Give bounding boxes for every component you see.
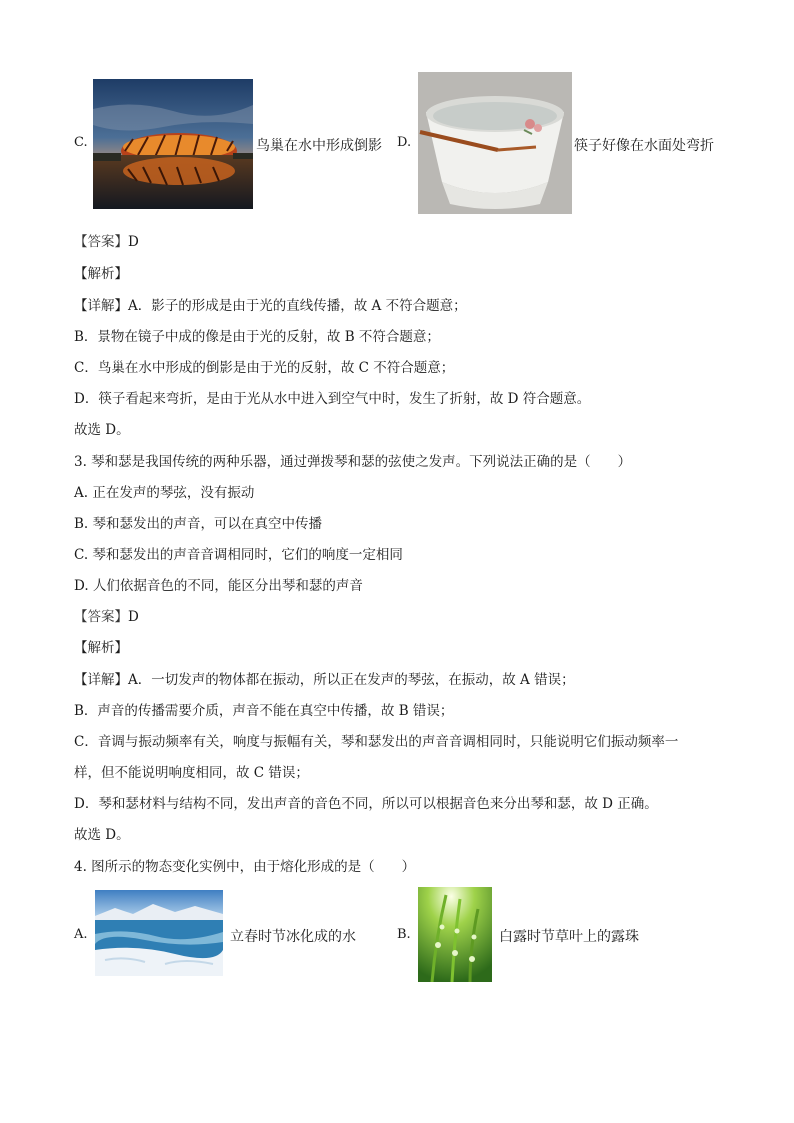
question-3-analysis-line-5: D．琴和瑟材料与结构不同，发出声音的音色不同，所以可以根据音色来分出琴和瑟，故 D 正确。 bbox=[74, 796, 658, 812]
answer-label: 【答案】 bbox=[74, 609, 128, 625]
question-3-stem: 3. 琴和瑟是我国传统的两种乐器，通过弹拨琴和瑟的弦使之发声。下列说法正确的是（ ） bbox=[74, 454, 632, 470]
answer-line bbox=[74, 232, 139, 252]
question-3-answer-line bbox=[74, 607, 139, 627]
question-3-analysis-line-4: 样，但不能说明响度相同，故 C 错误； bbox=[74, 765, 309, 781]
question-3-option-a: A. 正在发声的琴弦，没有振动 bbox=[74, 485, 255, 501]
question-4-stem: 4. 图所示的物态变化实例中，由于熔化形成的是（ ） bbox=[74, 859, 416, 875]
question-3-analysis-line-3: C．音调与振动频率有关，响度与振幅有关，琴和瑟发出的声音音调相同时，只能说明它们振动频率一 bbox=[74, 734, 679, 750]
answer-value: D bbox=[128, 609, 139, 625]
option-c-caption: 鸟巢在水中形成倒影 bbox=[256, 138, 382, 154]
analysis-line-2: B．景物在镜子中成的像是由于光的反射，故 B 不符合题意； bbox=[74, 329, 440, 345]
option-c-letter: C. bbox=[74, 135, 88, 150]
answer-label: 【答案】 bbox=[74, 234, 128, 250]
question-3-analysis-line-2: B．声音的传播需要介质，声音不能在真空中传播，故 B 错误； bbox=[74, 703, 454, 719]
analysis-line-1: 【详解】A．影子的形成是由于光的直线传播，故 A 不符合题意； bbox=[74, 298, 467, 314]
question-3-analysis-label: 【解析】 bbox=[74, 640, 128, 656]
question-3-analysis-line-1: 【详解】A．一切发声的物体都在振动，所以正在发声的琴弦，在振动，故 A 错误； bbox=[74, 672, 575, 688]
option-b-caption: 白露时节草叶上的露珠 bbox=[499, 929, 639, 945]
detail-label: 【详解】 bbox=[74, 298, 128, 314]
analysis-line-4: D．筷子看起来弯折，是由于光从水中进入到空气中时，发生了折射，故 D 符合题意。 bbox=[74, 391, 591, 407]
question-3-option-c: C. 琴和瑟发出的声音音调相同时，它们的响度一定相同 bbox=[74, 547, 403, 563]
option-d-letter: D. bbox=[397, 135, 412, 150]
melting-ice-image bbox=[95, 890, 223, 976]
option-a-caption: 立春时节冰化成的水 bbox=[230, 929, 356, 945]
option-a-letter: A. bbox=[74, 927, 88, 942]
analysis-label: 【解析】 bbox=[74, 266, 128, 282]
question-3-conclusion: 故选 D。 bbox=[74, 827, 130, 843]
option-b-letter: B. bbox=[397, 927, 411, 942]
analysis-conclusion: 故选 D。 bbox=[74, 422, 130, 438]
dew-on-grass-image bbox=[418, 887, 492, 982]
question-3-option-d: D. 人们依据音色的不同，能区分出琴和瑟的声音 bbox=[74, 578, 363, 594]
question-3-option-b: B. 琴和瑟发出的声音，可以在真空中传播 bbox=[74, 516, 323, 532]
analysis-line-3: C．鸟巢在水中形成的倒影是由于光的反射，故 C 不符合题意； bbox=[74, 360, 455, 376]
chopsticks-bowl-image bbox=[418, 72, 572, 214]
answer-value: D bbox=[128, 234, 139, 250]
detail-label: 【详解】 bbox=[74, 672, 128, 688]
option-d-caption: 筷子好像在水面处弯折 bbox=[574, 138, 714, 154]
bird-nest-reflection-image bbox=[93, 79, 253, 209]
